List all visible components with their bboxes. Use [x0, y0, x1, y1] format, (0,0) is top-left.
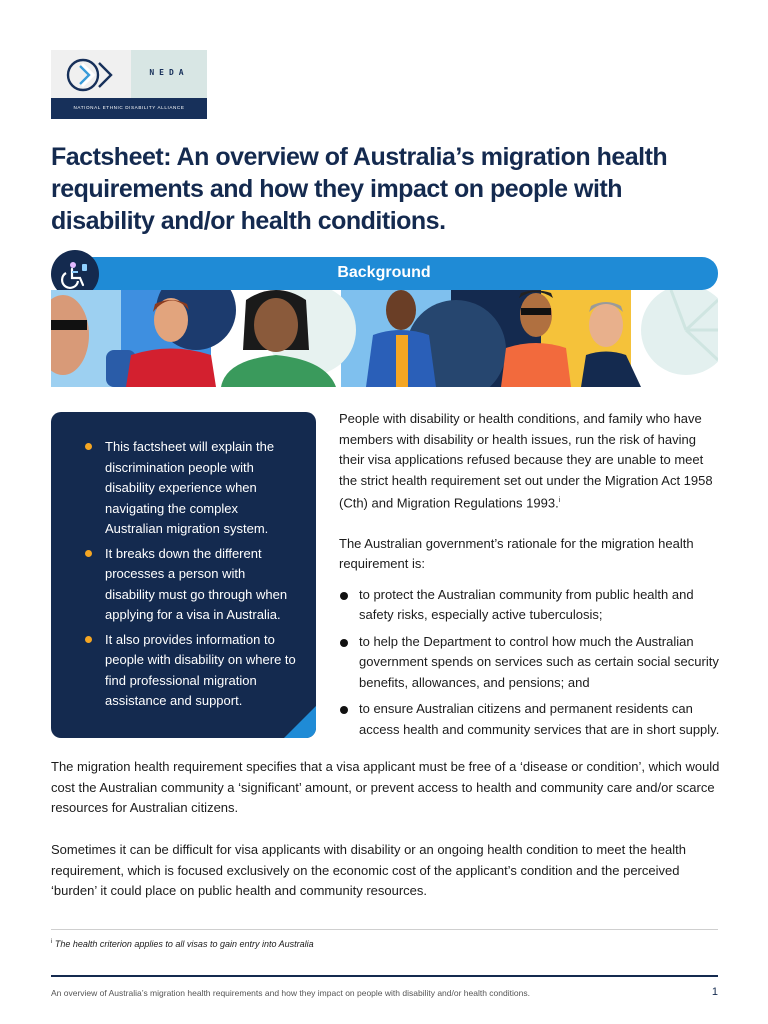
box-corner-accent — [284, 706, 316, 738]
footnote-marker: i — [51, 939, 53, 945]
rationale-item: to ensure Australian citizens and permanent residents can access health and community services that are in short supply. — [339, 699, 724, 740]
rationale-item: to protect the Australian community from public health and safety risks, especially active tuberculosis; — [339, 585, 724, 626]
summary-item: It also provides information to people with disability on where to find professional migration assistance and support. — [85, 630, 297, 712]
body-paragraph-1: The migration health requirement specifies that a visa applicant must be free of a ‘disease or condition’, which would cost the Australian community a ‘significant’ amount, or prevent access to health and community care and/or scarce resources for Australian citizens. — [51, 759, 720, 815]
footer-divider — [51, 975, 718, 977]
rationale-list — [339, 585, 724, 741]
page-title: Factsheet: An overview of Australia’s migration health requirements and how they impact on people with disability and/or health conditions. — [51, 143, 668, 235]
page-number: 1 — [711, 986, 718, 998]
neda-logo — [51, 50, 207, 119]
bullet-icon — [340, 592, 348, 600]
bullet-icon — [85, 636, 92, 643]
bullet-icon — [85, 550, 92, 557]
bullet-icon — [340, 639, 348, 647]
summary-box — [51, 412, 316, 738]
rationale-item: to help the Department to control how much the Australian government spends on services such as certain social security benefits, allowances, and pensions; and — [339, 632, 724, 694]
logo-tagline: NATIONAL ETHNIC DISABILITY ALLIANCE — [73, 105, 185, 110]
bullet-icon — [85, 443, 92, 450]
summary-item: This factsheet will explain the discrimination people with disability experience when navigating the complex Australian migration system. — [85, 437, 297, 540]
body-paragraph-2: Sometimes it can be difficult for visa applicants with disability or an ongoing health condition to meet the health requirement, which is focused exclusively on the economic cost of the applicant’s condition and the perceived ‘burden’ it could place on public health and community resources. — [51, 842, 686, 898]
summary-item: It breaks down the different processes a person with disability must go through when applying for a visa in Australia. — [85, 544, 297, 626]
footer-text: An overview of Australia’s migration health requirements and how they impact on people with disability and/or health conditions. — [51, 988, 530, 998]
intro-paragraph: People with disability or health conditions, and family who have members with disability or health issues, run the risk of having their visa applications refused because they are unable to meet the strict health requirement set out under the Migration Act 1958 (Cth) and Migration Regulations 1993.$^i$ — [339, 411, 713, 511]
footnote-marker: i — [558, 497, 561, 504]
right-column — [339, 409, 724, 746]
logo-mark-icon — [51, 50, 131, 98]
people-illustration — [51, 290, 718, 387]
logo-name: NEDA — [149, 68, 189, 77]
footnote-divider — [51, 929, 718, 930]
section-header-label: Background — [337, 264, 431, 281]
summary-list — [85, 437, 297, 716]
rationale-lead: The Australian government’s rationale for the migration health requirement is: — [339, 535, 694, 572]
footnote: $^i$ The health criterion applies to all visas to gain entry into Australia — [51, 939, 314, 949]
bullet-icon — [340, 706, 348, 714]
